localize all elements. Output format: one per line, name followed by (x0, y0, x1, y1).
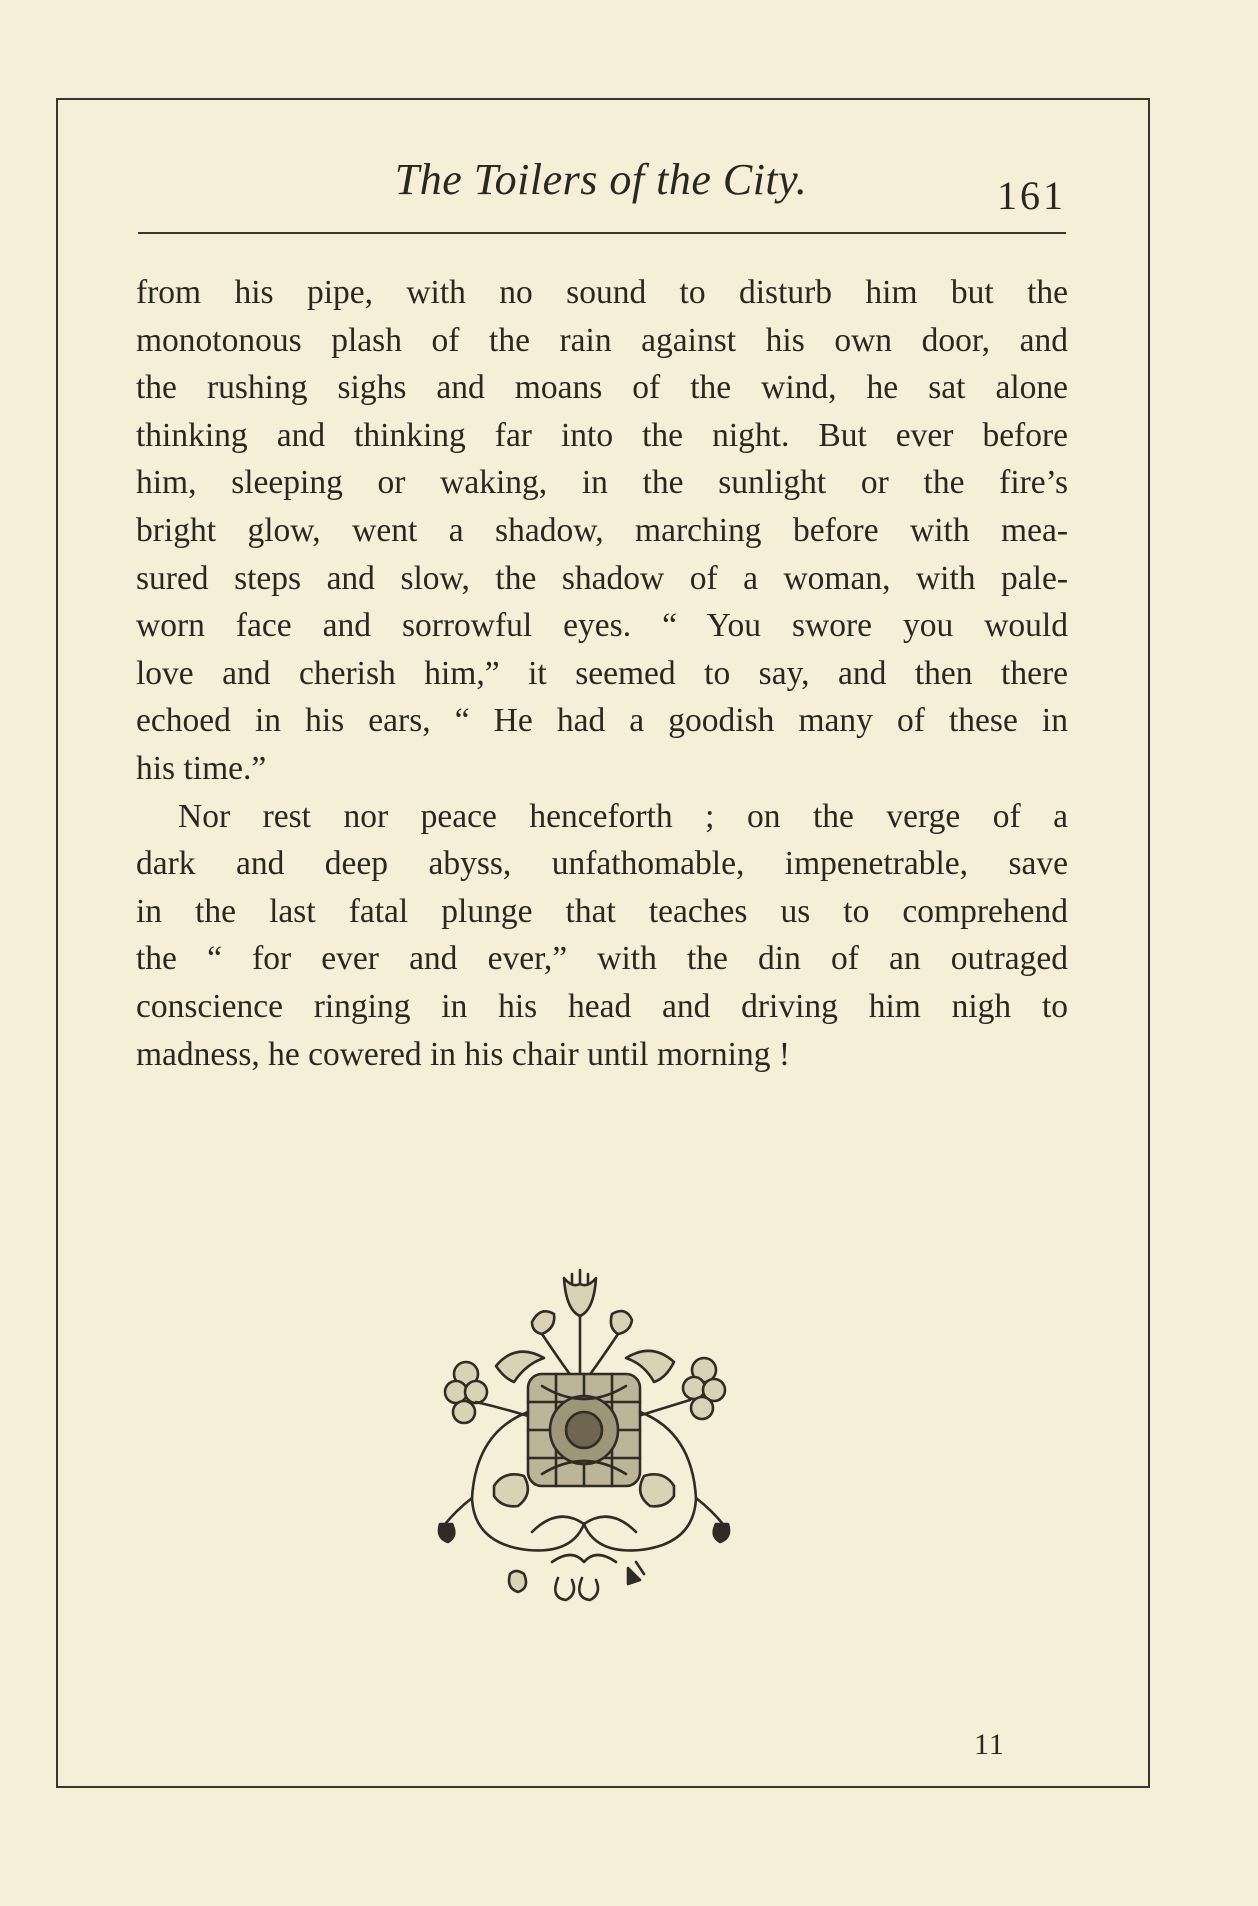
text-line: the “ for ever and ever,” with the din of an outraged (136, 940, 1068, 978)
signature-mark: 11 (974, 1728, 1005, 1761)
text-line: madness, he cowered in his chair until morning ! (136, 1035, 791, 1073)
running-title: The Toilers of the City. (394, 155, 808, 204)
paragraph-2 (136, 793, 1068, 1079)
text-line: him, sleeping or waking, in the sunlight or the fire’s (136, 464, 1068, 502)
text-line: conscience ringing in his head and driving him nigh to (136, 987, 1068, 1025)
floral-tailpiece-ornament-icon (432, 1262, 736, 1612)
running-head (136, 150, 1066, 220)
text-line: dark and deep abyss, unfathomable, impenetrable, save (136, 845, 1068, 883)
text-line: thinking and thinking far into the night. But ever before (136, 416, 1068, 454)
page-number: 161 (997, 173, 1066, 218)
text-line: bright glow, went a shadow, marching before with mea- (136, 511, 1068, 549)
text-line: love and cherish him,” it seemed to say, and then there (136, 654, 1068, 692)
text-line: Nor rest nor peace henceforth ; on the verge of a (178, 797, 1068, 835)
text-line: worn face and sorrowful eyes. “ You swore you would (136, 607, 1068, 645)
text-line: from his pipe, with no sound to disturb him but the (136, 274, 1068, 311)
header-rule (138, 232, 1066, 234)
text-line: in the last fatal plunge that teaches us to comprehend (136, 892, 1068, 930)
text-line: his time.” (136, 749, 267, 787)
text-line: echoed in his ears, “ He had a goodish many of these in (136, 702, 1068, 740)
text-line: sured steps and slow, the shadow of a woman, with pale- (136, 559, 1068, 597)
text-line: the rushing sighs and moans of the wind, he sat alone (136, 369, 1068, 407)
text-line: monotonous plash of the rain against his own door, and (136, 321, 1068, 359)
body-text (136, 269, 1068, 1078)
paragraph-1 (136, 269, 1068, 793)
